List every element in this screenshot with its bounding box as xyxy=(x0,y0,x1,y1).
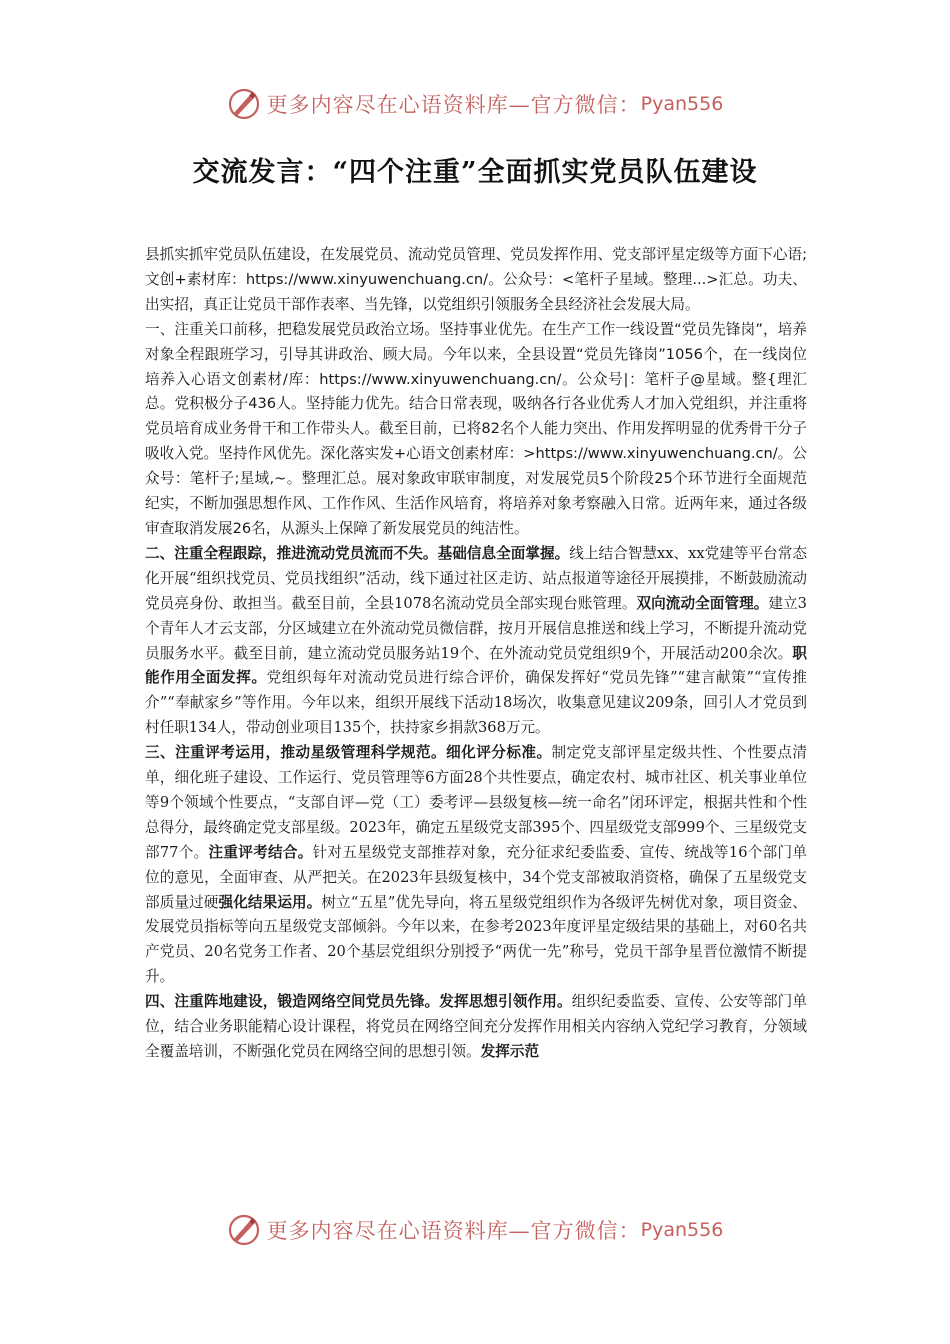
section-3-sub-2: 注重评考结合。 xyxy=(208,843,313,861)
banner-text: 更多内容尽在心语资料库—官方微信： xyxy=(266,1219,641,1243)
pen-logo-icon xyxy=(227,87,261,121)
banner-text: 更多内容尽在心语资料库—官方微信： xyxy=(266,93,641,117)
banner-wechat-id: Pyan556 xyxy=(640,1219,724,1241)
section-2 xyxy=(145,542,807,741)
section-2-text-1: 线上结合智慧xx、xx党建等平台常态化开展“组织找党员、党员找组织”活动，线下通过社区走访、站点报道等途径开展摸排，不断鼓励流动党员亮身份、敢担当。截至目前，全县1078名流动党员全部实现台账管理。 xyxy=(145,544,807,612)
section-4-text-1: 组织纪委监委、宣传、公安等部门单位，结合业务职能精心设计课程，将党员在网络空间充分发挥作用相关内容纳入党纪学习教育，分领域全覆盖培训，不断强化党员在网络空间的思想引领。 xyxy=(145,993,807,1060)
section-3-sub-1: 细化评分标准。 xyxy=(446,744,552,762)
section-1-heading: 一、注重关口前移，把稳发展党员政治立场。坚持事业优先。 xyxy=(145,320,542,338)
section-3-heading: 三、注重评考运用，推动星级管理科学规范。 xyxy=(145,744,447,762)
section-2-text-3: 党组织每年对流动党员进行综合评价，确保发挥好“党员先锋”“建言献策”“宣传推介”“奉献家乡”等作用。今年以来，组织开展线下活动18场次，收集意见建议209条，回引人才党员到村任职134人，带动创业项目135个，扶持家乡捐款368万元。 xyxy=(145,669,807,737)
section-4 xyxy=(145,990,807,1065)
section-4-sub-1: 发挥思想引领作用。 xyxy=(439,993,572,1011)
page-title: 交流发言：“四个注重”全面抓实党员队伍建设 xyxy=(192,157,758,188)
footer-banner xyxy=(0,1210,950,1250)
banner-wechat-id: Pyan556 xyxy=(640,93,724,115)
section-3-sub-3: 强化结果运用。 xyxy=(218,893,322,911)
section-4-heading: 四、注重阵地建设，锻造网络空间党员先锋。 xyxy=(145,993,440,1011)
section-2-text-2: 建立3个青年人才云支部，分区域建立在外流动党员微信群，按月开展信息推送和线上学习，不断提升流动党员服务水平。截至目前，建立流动党员服务站19个、在外流动党员党组织9个，开展活动200余次。 xyxy=(145,594,807,662)
section-3-text-1: 制定党支部评星定级共性、个性要点清单，细化班子建设、工作运行、党员管理等6方面28个共性要点，确定农村、城市社区、机关事业单位等9个领域个性要点，“支部自评—党（工）委考评—县级复核—统一命名”闭环评定，根据共性和个性总得分，最终确定党支部星级。2023年，确定五星级党支部395个、四星级党支部999个、三星级党支部77个。 xyxy=(145,744,808,861)
section-4-sub-2: 发挥示范 xyxy=(480,1043,540,1060)
section-2-sub-1: 基础信息全面掌握。 xyxy=(437,544,570,562)
section-2-heading: 二、注重全程跟踪，推进流动党员流而不失。 xyxy=(145,544,438,562)
section-3 xyxy=(145,741,807,990)
pen-logo-icon xyxy=(227,1213,261,1247)
document-body xyxy=(145,243,807,1065)
header-banner xyxy=(0,84,950,124)
intro-paragraph: 县抓实抓牢党员队伍建设，在发展党员、流动党员管理、党员发挥作用、党支部评星定级等方面下心语;文创+素材库：https://www.xinyuwenchuang.cn/。公众号：<笔杆子星域。整理...>汇总。功夫、出实招，真正让党员干部作表率、当先锋，以党组织引领服务全县经济社会发展大局。 xyxy=(145,246,807,313)
section-3-text-3: 树立“五星”优先导向，将五星级党组织作为各级评先树优对象，项目资金、发展党员指标等向五星级党支部倾斜。今年以来，在参考2023年度评星定级结果的基础上，对60名共产党员、20名党务工作者、20个基层党组织分别授予“两优一先”称号，党员干部争星晋位激情不断提升。 xyxy=(145,893,807,986)
section-2-sub-3: 职能作用全面发挥。 xyxy=(145,644,807,687)
section-1 xyxy=(145,318,807,542)
section-2-sub-2: 双向流动全面管理。 xyxy=(636,594,769,612)
section-3-text-2: 针对五星级党支部推荐对象，充分征求纪委监委、宣传、统战等16个部门单位的意见，全面审查、从严把关。在2023年县级复核中，34个党支部被取消资格，确保了五星级党支部质量过硬 xyxy=(145,843,807,911)
section-1-body: 在生产工作一线设置“党员先锋岗”，培养对象全程跟班学习，引导其讲政治、顾大局。今年以来，全县设置“党员先锋岗”1056个，在一线岗位培养入心语文创素材/库：https://www.xinyuwenchuang.cn/。公众号|：笔杆子@星域。整{理汇总。党积极分子436人。坚持能力优先。结合日常表现，吸纳各行各业优秀人才加入党组织，并注重将党员培育成业务骨干和工作带头人。截至目前，已将82名个人能力突出、作用发挥明显的优秀骨干分子吸收入党。坚持作风优先。深化落实发+心语文创素材库：>https://www.xinyuwenchuang.cn/。公众号：笔杆子;星域,~。整理汇总。展对象政审联审制度，对发展党员5个阶段25个环节进行全面规范纪实，不断加强思想作风、工作作风、生活作风培育，将培养对象考察融入日常。近两年来，通过各级审查取消发展26名，从源头上保障了新发展党员的纯洁性。 xyxy=(145,320,807,537)
